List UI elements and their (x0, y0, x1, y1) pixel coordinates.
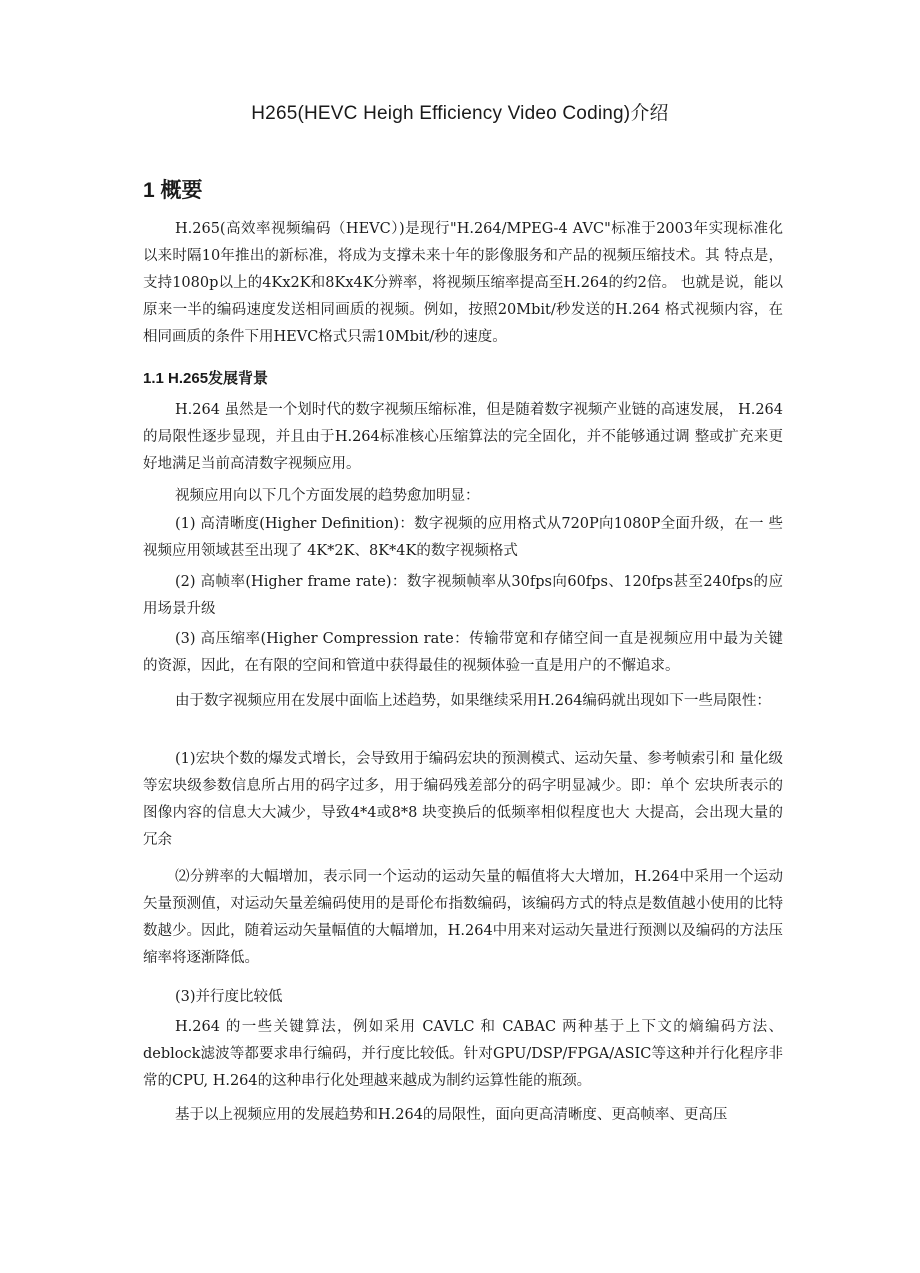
trend-item-2 (143, 569, 783, 623)
limitation-item-1 (143, 746, 783, 854)
trend-intro (143, 483, 783, 510)
background-paragraph (143, 397, 783, 478)
limitation-item-2 (143, 864, 783, 972)
trend-item-3 (143, 626, 783, 680)
paragraph: (3) 高压缩率(Higher Compression rate：传输带宽和存储空间一直是视频应用中最为关键的资源，因此，在有限的空间和管道中获得最佳的视频体验一直是用户的不懈追求。 (143, 631, 783, 674)
trend-item-1 (143, 511, 783, 565)
section-heading-overview: 1 概要 (143, 179, 203, 202)
paragraph: (3)并行度比较低 (175, 989, 283, 1005)
paragraph: 视频应用向以下几个方面发展的趋势愈加明显： (175, 488, 480, 504)
limitation-intro (143, 688, 783, 715)
subsection-heading-background: 1.1 H.265发展背景 (143, 370, 269, 387)
limitation-item-3-heading (143, 984, 783, 1011)
paragraph: (2) 高帧率(Higher frame rate)：数字视频帧率从30fps向60fps、120fps甚至240fps的应 用场景升级 (143, 574, 783, 617)
paragraph: (1)宏块个数的爆发式增长，会导致用于编码宏块的预测模式、运动矢量、参考帧索引和 量化级等宏块级参数信息所占用的码字过多，用于编码残差部分的码字明显减少。即：单个 宏块所表示的图像内容的信息大大减少，导致4*4或8*8 块变换后的低频率相似程度也大 大提高，会出现大量的冗余 (143, 751, 783, 848)
conclusion-paragraph (143, 1102, 783, 1129)
paragraph: H.265(高效率视频编码（HEVC）)是现行"H.264/MPEG-4 AVC"标准于2003年实现标准化 以来时隔10年推出的新标准，将成为支撑未来十年的影像服务和产品的视频压缩技术。其 特点是，支持1080p以上的4Kx2K和8Kx4K分辨率，将视频压缩率提高至H.264的约2倍。 也就是说，能以原来一半的编码速度发送相同画质的视频。例如，按照20Mbit/秒发送的H.264 格式视频内容，在相同画质的条件下用HEVC格式只需10Mbit/秒的速度。 (143, 221, 783, 345)
paragraph: H.264 虽然是一个划时代的数字视频压缩标准，但是随着数字视频产业链的高速发展， H.264的局限性逐步显现，并且由于H.264标准核心压缩算法的完全固化，并不能够通过调 整或扩充来更好地满足当前高清数字视频应用。 (143, 402, 783, 472)
paragraph: (1) 高清晰度(Higher Definition)：数字视频的应用格式从720P向1080P全面升级，在一 些视频应用领域甚至出现了 4K*2K、8K*4K的数字视频格式 (143, 516, 783, 559)
limitation-item-3-body (143, 1014, 783, 1095)
paragraph: 基于以上视频应用的发展趋势和H.264的局限性，面向更高清晰度、更高帧率、更高压 (175, 1107, 728, 1123)
document-title: H265(HEVC Heigh Efficiency Video Coding)介绍 (251, 103, 669, 124)
overview-paragraph (143, 216, 783, 351)
paragraph: 由于数字视频应用在发展中面临上述趋势，如果继续采用H.264编码就出现如下一些局限性： (175, 693, 771, 709)
paragraph: H.264 的一些关键算法，例如采用 CAVLC 和 CABAC 两种基于上下文的熵编码方法、deblock滤波等都要求串行编码，并行度比较低。针对GPU/DSP/FPGA/ASIC等这种并行化程序非常的CPU, H.264的这种串行化处理越来越成为制约运算性能的瓶颈。 (143, 1019, 783, 1089)
paragraph: ⑵分辨率的大幅增加，表示同一个运动的运动矢量的幅值将大大增加，H.264中采用一个运动矢量预测值，对运动矢量差编码使用的是哥伦布指数编码，该编码方式的特点是数值越小使用的比特数越少。因此，随着运动矢量幅值的大幅增加，H.264中用来对运动矢量进行预测以及编码的方法压缩率将逐渐降低。 (143, 869, 783, 966)
